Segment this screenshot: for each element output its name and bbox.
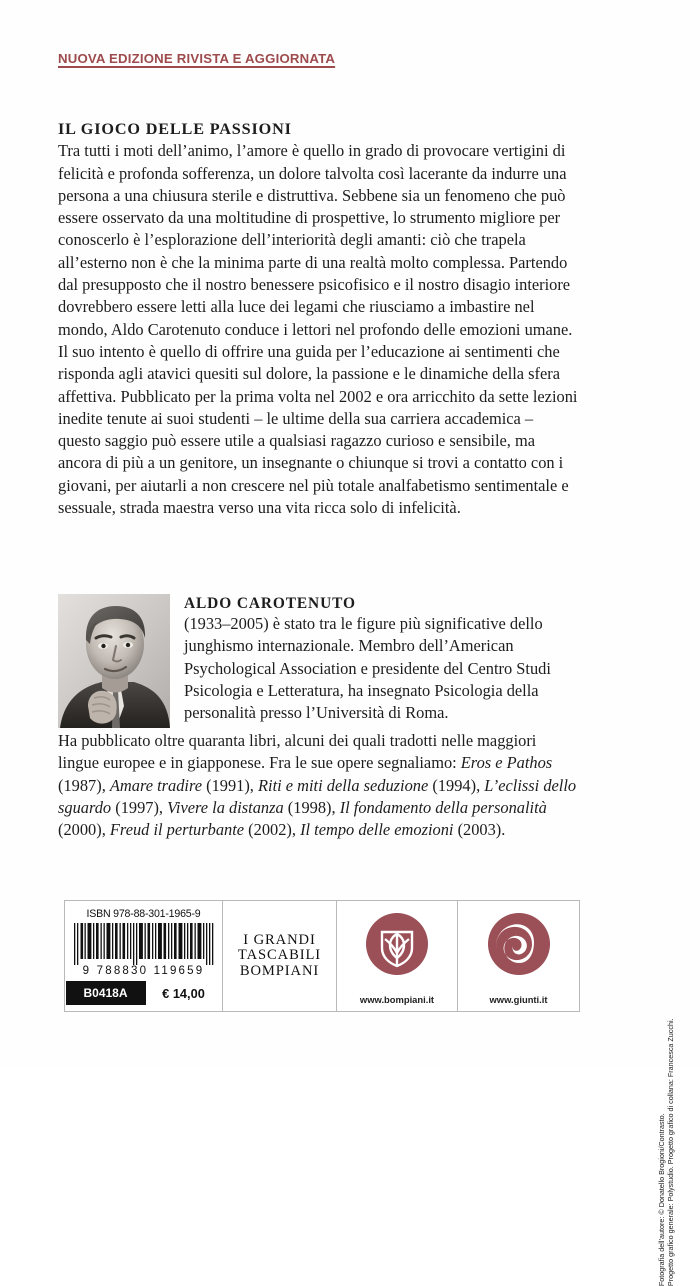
giunti-url[interactable]: www.giunti.it	[489, 993, 548, 1005]
price-row	[66, 981, 222, 1005]
isbn-label: ISBN 978-88-301-1965-9	[86, 908, 201, 920]
work-title: Eros e Pathos	[460, 753, 553, 773]
series-line-3: BOMPIANI	[239, 962, 320, 979]
work-year: (1998),	[283, 797, 340, 817]
work-year: (1991),	[202, 775, 259, 795]
work-title: Freud il perturbante	[109, 820, 245, 840]
author-portrait	[58, 594, 170, 728]
blurb-title: IL GIOCO DELLE PASSIONI	[58, 120, 292, 138]
author-name: ALDO CAROTENUTO	[184, 595, 356, 612]
photo-credits	[657, 1018, 675, 1286]
work-title: Il tempo delle emozioni	[300, 820, 454, 840]
bibliography-intro: Ha pubblicato oltre quaranta libri, alcuni dei quali tradotti nelle maggiori lingue europee e in giapponese. Fra le sue opere segnaliamo:	[58, 731, 537, 773]
blurb-body: Tra tutti i moti dell’animo, l’amore è quello in grado di provocare vertigini di felicità e profonda sofferenza, un dolore talvolta così lacerante da indurre una persona a una chiusura sterile e distruttiva. Sebbene sia un fenomeno che può essere osservato da una moltitudine di prospettive, lo strumento migliore per conoscerlo è l’esplorazione dell’interiorità degli amanti: ciò che trapela all’esterno non è che la minima parte di una realtà molto complessa. Partendo dal presupposto che il nostro benessere psicofisico e il nostro disagio interiore dovrebbero essere letti alla luce dei legami che riusciamo a imbastire nel mondo, Aldo Carotenuto conduce i lettori nel profondo delle emozioni umane. Il suo intento è quello di offrire una guida per l’educazione ai sentimenti che risponda agli atavici quesiti sul dolore, la passione e le dinamiche della sfera affettiva. Pubblicato per la prima volta nel 2002 e ora arricchito da sette lezioni inedite tenute ai suoi studenti – le ultime della sua carriera accademica – questo saggio può essere utile a qualsiasi ragazzo curioso e sensibile, ma ancora di più a un genitore, un insegnante o chiunque si trovi a contatto con i giovani, per aiutarli a non crescere nel più totale analfabetismo sentimentale e sessuale, strada maestra verso una vita ricca solo di infelicità.	[58, 141, 578, 518]
blurb-block	[58, 118, 578, 519]
series-line-2: TASCABILI	[237, 947, 322, 964]
work-title: Il fondamento della personalità	[339, 797, 547, 817]
bompiani-url[interactable]: www.bompiani.it	[359, 993, 435, 1005]
work-title: Amare tradire	[109, 775, 203, 795]
author-bio: (1933–2005) è stato tra le figure più significative dello junghismo internazionale. Membro dell’American Psychological Association e presidente del Centro Studi Psicologia e Letteratura, ha insegnato Psicologia della personalità presso l’Università di Roma.	[184, 614, 551, 723]
barcode-cell	[65, 901, 223, 1011]
bompiani-cell[interactable]	[337, 901, 458, 1011]
barcode-digits: 9 788830 119659	[82, 965, 205, 977]
work-year: (1987),	[58, 775, 110, 795]
publisher-footer-strip	[64, 900, 580, 1012]
work-title: Vivere la distanza	[167, 797, 284, 817]
work-year: (2002),	[244, 820, 301, 840]
credit-line-2: Progetto grafico generale: Polystudio. Progetto grafico di collana: Francesca Zucchi.	[666, 1018, 676, 1286]
work-year: (2003).	[453, 820, 506, 840]
credit-line-1: Fotografia dell’autore: © Donatello Brogioni/Contrasto.	[657, 1112, 667, 1286]
work-year: (2000),	[58, 820, 110, 840]
series-name	[238, 933, 321, 980]
series-line-1: I GRANDI	[243, 931, 316, 948]
product-code: B0418A	[66, 981, 146, 1005]
work-title: Riti e miti della seduzione	[258, 775, 429, 795]
barcode-bars	[72, 923, 216, 965]
work-year: (1997),	[111, 797, 168, 817]
price-amount: € 14,00	[146, 981, 222, 1005]
work-year: (1994),	[428, 775, 485, 795]
giunti-cell[interactable]	[458, 901, 579, 1011]
bibliography	[58, 730, 578, 841]
work-title: L’eclissi dello sguardo	[58, 775, 577, 817]
author-block	[58, 594, 578, 841]
giunti-logo-icon	[487, 912, 551, 981]
series-cell	[223, 901, 337, 1011]
bompiani-logo-icon	[365, 912, 429, 981]
new-edition-banner: NUOVA EDIZIONE RIVISTA E AGGIORNATA	[58, 51, 336, 66]
